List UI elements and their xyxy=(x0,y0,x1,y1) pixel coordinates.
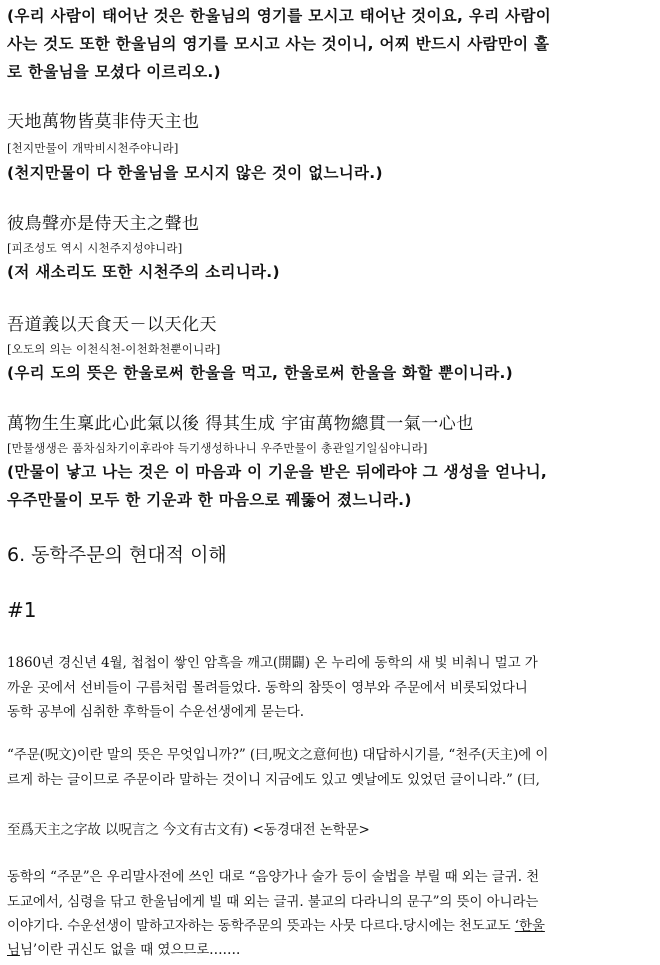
paragraph-line: “주문(呪文)이란 말의 뜻은 무엇입니까?” (曰,呪文之意何也) 대답하시기를, “천주(天主)에 이 xyxy=(7,747,549,763)
intro-line: 사는 것도 또한 한울님의 영기를 모시고 사는 것이니, 어찌 반드시 사람만이 홀 xyxy=(7,35,550,53)
section-heading: 6. 동학주문의 현대적 이해 xyxy=(7,544,227,566)
translation-line: 우주만물이 모두 한 기운과 한 마음으로 꿰뚫어 졌느니라.) xyxy=(7,491,412,509)
korean-reading: [오도의 의는 이천식천-이천화천뿐이니라] xyxy=(7,342,221,356)
hanja-passage: 萬物生生稟此心此氣以後 得其生成 宇宙萬物總貫一氣一心也 xyxy=(7,414,474,434)
paragraph-line: 르게 하는 글이므로 주문이라 말하는 것이니 지금에도 있고 옛날에도 있었던 글이니라.” (曰, xyxy=(7,772,540,788)
hanja-passage: 彼鳥聲亦是侍天主之聲也 xyxy=(7,214,200,234)
paragraph-line xyxy=(7,914,654,934)
paragraph-line: 까운 곳에서 선비들이 구름처럼 몰려들었다. 동학의 참뜻이 영부와 주문에서 비롯되었다니 xyxy=(7,680,528,696)
paragraph-line: 동학의 “주문”은 우리말사전에 쓰인 대로 “음양가나 술가 등이 술법을 부릴 때 외는 글귀. 천 xyxy=(7,869,540,885)
paragraph-line: 도교에서, 심령을 닦고 한울님에게 빌 때 외는 글귀. 불교의 다라니의 문구”의 뜻이 아니라는 xyxy=(7,894,539,910)
translation-line: (만물이 낳고 나는 것은 이 마음과 이 기운을 받은 뒤에라야 그 생성을 얻나니, xyxy=(7,463,548,481)
paragraph-line xyxy=(7,938,654,958)
underlined-term: 님 xyxy=(7,942,20,958)
paragraph-text: 님’이란 귀신도 없을 때 였으므로……. xyxy=(19,942,241,958)
translation-line: (저 새소리도 또한 시천주의 소리니라.) xyxy=(7,263,280,281)
translation-line: (우리 도의 뜻은 한울로써 한울을 먹고, 한울로써 한울을 화할 뿐이니라.) xyxy=(7,364,514,382)
hanja-passage: 天地萬物皆莫非侍天主也 xyxy=(7,112,200,132)
korean-reading: [피조성도 역시 시천주지성야니라] xyxy=(7,241,183,255)
paragraph-text: 이야기다. 수운선생이 말하고자하는 동학주문의 뜻과는 사뭇 다르다.당시에는 천도교도 xyxy=(7,918,515,934)
translation-line: (천지만물이 다 한울님을 모시지 않은 것이 없느니라.) xyxy=(7,164,383,182)
underlined-term: ‘한울 xyxy=(514,918,545,934)
korean-reading: [천지만물이 개막비시천주야니라] xyxy=(7,141,179,155)
paragraph-line: 동학 공부에 심취한 후학들이 수운선생에게 묻는다. xyxy=(7,704,304,720)
paragraph-line: 1860년 경신년 4월, 첩첩이 쌓인 암흑을 깨고(開闢) 온 누리에 동학의 새 빛 비춰니 멀고 가 xyxy=(7,655,538,671)
citation-line: 至爲天主之字故 以呪言之 今文有古文有) <동경대전 논학문> xyxy=(7,822,370,838)
hanja-passage: 吾道義以天食天－以天化天 xyxy=(7,315,217,335)
section-subheading: #1 xyxy=(7,598,37,622)
korean-reading: [만물생생은 품차심차기이후라야 득기생성하나니 우주만물이 총관일기일심야니라] xyxy=(7,441,428,455)
intro-line: 로 한울님을 모셨다 이르리오.) xyxy=(7,63,221,81)
intro-line: (우리 사람이 태어난 것은 한울님의 영기를 모시고 태어난 것이요, 우리 사람이 xyxy=(7,7,551,25)
